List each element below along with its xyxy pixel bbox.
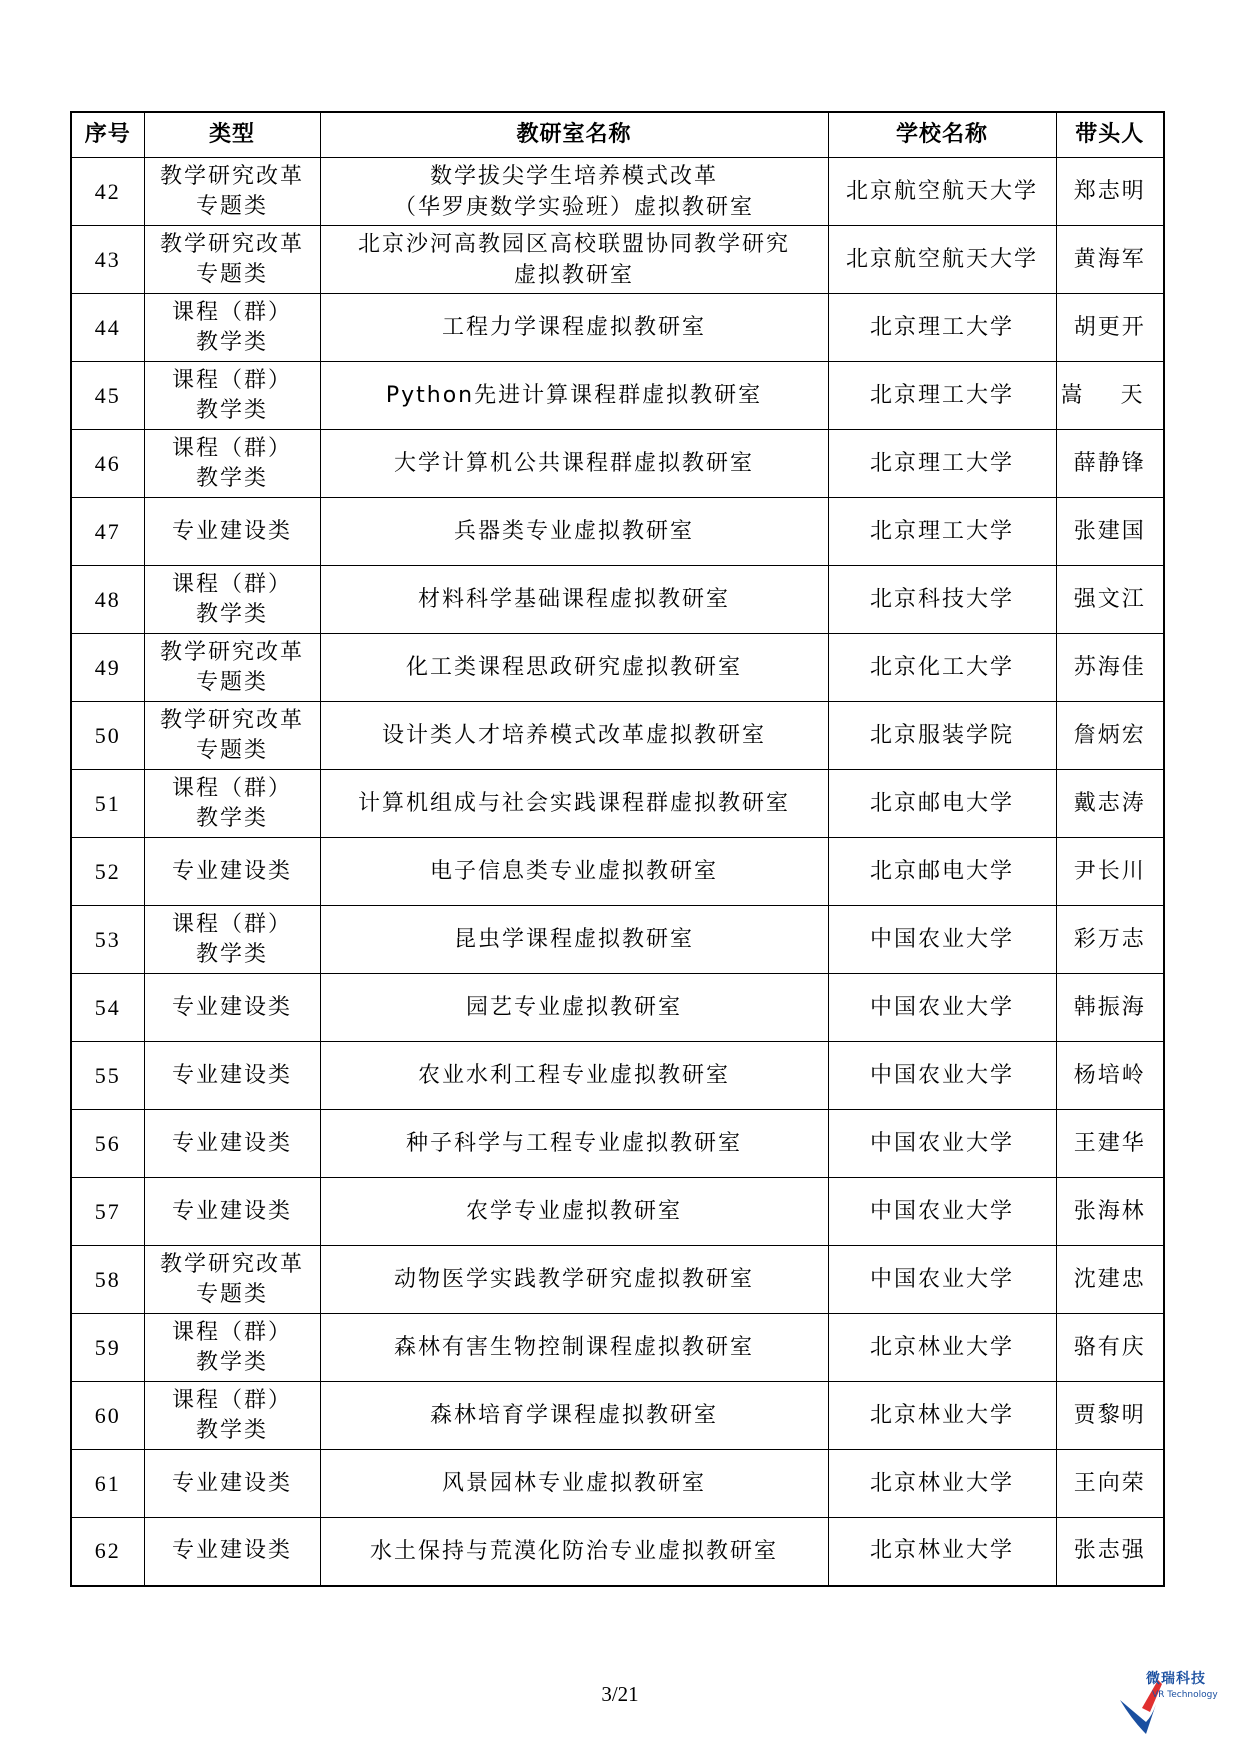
row-lab-name-line: 园艺专业虚拟教研室: [465, 995, 682, 1020]
row-seq: 47: [71, 498, 144, 566]
row-type-line: 教学类: [195, 397, 268, 423]
row-type: [144, 634, 320, 702]
row-leader: 詹炳宏: [1056, 702, 1164, 770]
row-seq: 55: [71, 1042, 144, 1110]
row-school: 中国农业大学: [828, 1246, 1056, 1314]
table-row: [71, 498, 1164, 566]
row-type: [144, 1110, 320, 1178]
row-type-line: 专业建设类: [171, 858, 292, 884]
row-type: [144, 158, 320, 226]
row-seq: 49: [71, 634, 144, 702]
row-type: [144, 770, 320, 838]
table-row: [71, 362, 1164, 430]
row-seq: 44: [71, 294, 144, 362]
row-school: 北京邮电大学: [828, 770, 1056, 838]
row-seq: 46: [71, 430, 144, 498]
header-type: 类型: [144, 112, 320, 158]
row-lab-name-line: Python先进计算课程群虚拟教研室: [385, 383, 763, 408]
row-lab-name-line: 农业水利工程专业虚拟教研室: [417, 1063, 730, 1088]
row-type-line: 专业建设类: [171, 1538, 292, 1564]
row-school: 北京理工大学: [828, 362, 1056, 430]
row-type-line: 教学类: [195, 329, 268, 355]
row-leader: 张建国: [1056, 498, 1164, 566]
table-row: [71, 226, 1164, 294]
row-leader: 王建华: [1056, 1110, 1164, 1178]
row-type: [144, 1178, 320, 1246]
row-lab-name-line: 工程力学课程虚拟教研室: [441, 315, 706, 340]
row-lab-name: [320, 702, 828, 770]
row-type: [144, 1246, 320, 1314]
row-seq: 57: [71, 1178, 144, 1246]
row-lab-name-line: 森林有害生物控制课程虚拟教研室: [393, 1335, 754, 1360]
row-lab-name-line: 种子科学与工程专业虚拟教研室: [405, 1131, 742, 1156]
row-type-line: 教学研究改革: [159, 231, 304, 257]
row-lab-name-line: 计算机组成与社会实践课程群虚拟教研室: [357, 791, 790, 816]
row-lab-name: [320, 1382, 828, 1450]
row-leader: [1056, 362, 1164, 430]
row-type-line: 专题类: [195, 737, 268, 763]
row-leader: 沈建忠: [1056, 1246, 1164, 1314]
row-type-line: 专业建设类: [171, 1470, 292, 1496]
row-lab-name: [320, 1246, 828, 1314]
row-school: 中国农业大学: [828, 1178, 1056, 1246]
row-type-line: 教学研究改革: [159, 163, 304, 189]
row-type: [144, 838, 320, 906]
table-row: [71, 1382, 1164, 1450]
row-lab-name: [320, 1518, 828, 1586]
row-type-line: 专业建设类: [171, 994, 292, 1020]
row-type: [144, 1450, 320, 1518]
row-lab-name-line: （华罗庚数学实验班）虚拟教研室: [393, 194, 754, 220]
table-row: [71, 294, 1164, 362]
row-lab-name: [320, 566, 828, 634]
row-type-line: 教学研究改革: [159, 1251, 304, 1277]
row-leader: 胡更开: [1056, 294, 1164, 362]
row-school: 北京航空航天大学: [828, 226, 1056, 294]
row-lab-name: [320, 362, 828, 430]
row-leader: 黄海军: [1056, 226, 1164, 294]
row-lab-name: [320, 770, 828, 838]
table-row: [71, 770, 1164, 838]
row-seq: 50: [71, 702, 144, 770]
row-lab-name-line: 昆虫学课程虚拟教研室: [453, 927, 694, 952]
table-row: [71, 1042, 1164, 1110]
row-lab-name-line: 电子信息类专业虚拟教研室: [429, 859, 718, 884]
row-seq: 58: [71, 1246, 144, 1314]
header-school: 学校名称: [828, 112, 1056, 158]
row-school: 北京理工大学: [828, 430, 1056, 498]
row-seq: 43: [71, 226, 144, 294]
row-type: [144, 362, 320, 430]
table-row: [71, 702, 1164, 770]
row-type: [144, 1042, 320, 1110]
row-lab-name: [320, 838, 828, 906]
row-leader: 强文江: [1056, 566, 1164, 634]
row-type-line: 课程（群）: [171, 1319, 292, 1345]
row-lab-name-line: 大学计算机公共课程群虚拟教研室: [393, 451, 754, 476]
row-leader: 彩万志: [1056, 906, 1164, 974]
row-lab-name-line: 风景园林专业虚拟教研室: [441, 1471, 706, 1496]
row-leader: 张海林: [1056, 1178, 1164, 1246]
row-lab-name: [320, 1314, 828, 1382]
row-type: [144, 702, 320, 770]
row-leader: 戴志涛: [1056, 770, 1164, 838]
row-lab-name: [320, 1450, 828, 1518]
table-row: [71, 906, 1164, 974]
row-lab-name: [320, 1042, 828, 1110]
header-leader: 带头人: [1056, 112, 1164, 158]
row-school: 中国农业大学: [828, 974, 1056, 1042]
row-lab-name: [320, 158, 828, 226]
row-type-line: 课程（群）: [171, 571, 292, 597]
table-row: [71, 1246, 1164, 1314]
row-lab-name-line: 虚拟教研室: [513, 262, 634, 288]
row-leader-text: 嵩天: [1060, 382, 1143, 408]
row-leader: 张志强: [1056, 1518, 1164, 1586]
row-lab-name-line: 设计类人才培养模式改革虚拟教研室: [381, 723, 766, 748]
row-lab-name-line: 数学拔尖学生培养模式改革: [429, 163, 718, 189]
row-seq: 52: [71, 838, 144, 906]
row-seq: 48: [71, 566, 144, 634]
row-type-line: 教学类: [195, 601, 268, 627]
row-type-line: 专业建设类: [171, 518, 292, 544]
row-lab-name-line: 水土保持与荒漠化防治专业虚拟教研室: [369, 1538, 778, 1564]
row-type-line: 教学类: [195, 465, 268, 491]
row-type-line: 专题类: [195, 261, 268, 287]
row-seq: 56: [71, 1110, 144, 1178]
row-leader: 骆有庆: [1056, 1314, 1164, 1382]
table-header-row: [71, 112, 1164, 158]
row-seq: 61: [71, 1450, 144, 1518]
row-type-line: 课程（群）: [171, 911, 292, 937]
row-school: 北京邮电大学: [828, 838, 1056, 906]
row-seq: 42: [71, 158, 144, 226]
row-leader: 苏海佳: [1056, 634, 1164, 702]
header-seq: 序号: [71, 112, 144, 158]
table-row: [71, 1110, 1164, 1178]
row-type: [144, 566, 320, 634]
row-school: 中国农业大学: [828, 906, 1056, 974]
row-type-line: 教学研究改革: [159, 707, 304, 733]
row-lab-name: [320, 226, 828, 294]
row-type-line: 专题类: [195, 193, 268, 219]
table-row: [71, 158, 1164, 226]
row-type-line: 教学类: [195, 941, 268, 967]
row-seq: 45: [71, 362, 144, 430]
table-row: [71, 566, 1164, 634]
logo-tagline: VR Technology: [1152, 1690, 1218, 1700]
row-type-line: 课程（群）: [171, 435, 292, 461]
row-school: 北京科技大学: [828, 566, 1056, 634]
row-type: [144, 226, 320, 294]
row-type: [144, 1382, 320, 1450]
row-type: [144, 294, 320, 362]
row-seq: 62: [71, 1518, 144, 1586]
row-type: [144, 498, 320, 566]
row-type: [144, 906, 320, 974]
row-school: 北京理工大学: [828, 294, 1056, 362]
header-name: 教研室名称: [320, 112, 828, 158]
row-lab-name: [320, 294, 828, 362]
row-leader: 郑志明: [1056, 158, 1164, 226]
row-school: 北京林业大学: [828, 1518, 1056, 1586]
row-lab-name: [320, 906, 828, 974]
row-seq: 51: [71, 770, 144, 838]
row-lab-name-line: 农学专业虚拟教研室: [465, 1199, 682, 1224]
row-leader: 贾黎明: [1056, 1382, 1164, 1450]
logo-name: 微瑞科技: [1146, 1671, 1206, 1687]
row-type-line: 课程（群）: [171, 1387, 292, 1413]
lab-list-table: [70, 111, 1165, 1587]
row-lab-name: [320, 430, 828, 498]
row-type-line: 专题类: [195, 669, 268, 695]
row-type-line: 课程（群）: [171, 299, 292, 325]
row-school: 中国农业大学: [828, 1110, 1056, 1178]
table-row: [71, 1178, 1164, 1246]
row-lab-name: [320, 1110, 828, 1178]
table-row: [71, 1518, 1164, 1586]
row-type-line: 专业建设类: [171, 1062, 292, 1088]
row-leader: 尹长川: [1056, 838, 1164, 906]
row-type-line: 专题类: [195, 1281, 268, 1307]
row-lab-name-line: 兵器类专业虚拟教研室: [453, 519, 694, 544]
row-school: 北京理工大学: [828, 498, 1056, 566]
row-school: 中国农业大学: [828, 1042, 1056, 1110]
row-type-line: 课程（群）: [171, 367, 292, 393]
row-lab-name-line: 北京沙河高教园区高校联盟协同教学研究: [357, 231, 790, 257]
table-body: [71, 158, 1164, 1586]
row-type-line: 专业建设类: [171, 1198, 292, 1224]
row-seq: 53: [71, 906, 144, 974]
row-type-line: 专业建设类: [171, 1130, 292, 1156]
row-school: 北京化工大学: [828, 634, 1056, 702]
row-type-line: 教学类: [195, 805, 268, 831]
row-lab-name-line: 森林培育学课程虚拟教研室: [429, 1403, 718, 1428]
row-lab-name: [320, 498, 828, 566]
row-lab-name-line: 动物医学实践教学研究虚拟教研室: [393, 1267, 754, 1292]
row-leader: 韩振海: [1056, 974, 1164, 1042]
row-type: [144, 1314, 320, 1382]
row-type-line: 教学研究改革: [159, 639, 304, 665]
row-school: 北京林业大学: [828, 1382, 1056, 1450]
row-type-line: 课程（群）: [171, 775, 292, 801]
row-school: 北京林业大学: [828, 1450, 1056, 1518]
row-leader: 王向荣: [1056, 1450, 1164, 1518]
row-seq: 59: [71, 1314, 144, 1382]
row-seq: 60: [71, 1382, 144, 1450]
row-leader: 杨培岭: [1056, 1042, 1164, 1110]
table-row: [71, 838, 1164, 906]
row-lab-name: [320, 1178, 828, 1246]
table-row: [71, 634, 1164, 702]
row-seq: 54: [71, 974, 144, 1042]
row-type: [144, 1518, 320, 1586]
table-row: [71, 1314, 1164, 1382]
row-type-line: 教学类: [195, 1349, 268, 1375]
row-lab-name: [320, 634, 828, 702]
table-row: [71, 1450, 1164, 1518]
row-type-line: 教学类: [195, 1417, 268, 1443]
row-type: [144, 430, 320, 498]
table-row: [71, 974, 1164, 1042]
row-lab-name-line: 化工类课程思政研究虚拟教研室: [405, 655, 742, 680]
row-school: 北京林业大学: [828, 1314, 1056, 1382]
row-school: 北京航空航天大学: [828, 158, 1056, 226]
page-number: 3/21: [601, 1682, 639, 1706]
row-type: [144, 974, 320, 1042]
table-row: [71, 430, 1164, 498]
row-school: 北京服装学院: [828, 702, 1056, 770]
row-lab-name-line: 材料科学基础课程虚拟教研室: [417, 587, 730, 612]
row-lab-name: [320, 974, 828, 1042]
row-leader: 薛静锋: [1056, 430, 1164, 498]
